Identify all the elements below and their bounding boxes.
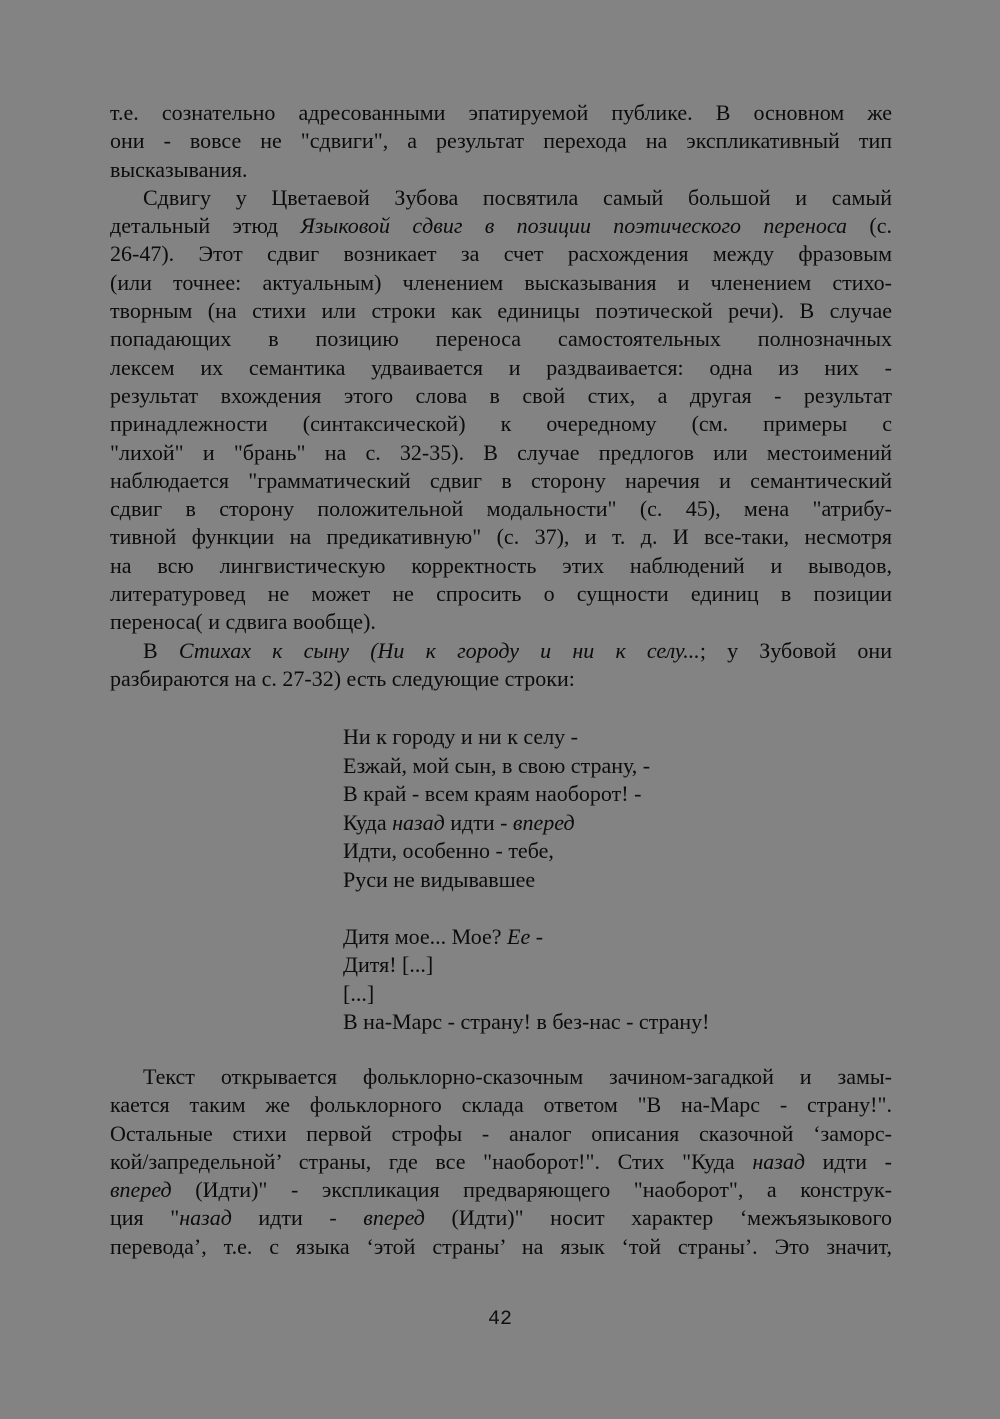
poem-line: Езжай, мой сын, в свою страну, -: [343, 752, 651, 778]
text-line: (или точнее: актуальным) членением высказывания и членением стихо-: [110, 269, 892, 295]
text-line: литературовед не может не спросить о сущности единиц в позиции: [110, 581, 892, 607]
page-body: [110, 99, 892, 693]
text-line: сдвиг в сторону положительной модальности" (с. 45), мена "атрибу-: [110, 496, 892, 522]
paragraph-3: [110, 637, 892, 694]
paragraph-2: [110, 184, 892, 637]
text-run: кой/запредельной’ страны, где все "наоборот!". Стих "Куда: [110, 1148, 753, 1174]
text-line: они - вовсе не "сдвиги", а результат перехода на экспликативный тип: [110, 128, 892, 154]
text-run: идти -: [804, 1148, 892, 1174]
text-run: (Идти)" носит характер ‘межъязыкового: [424, 1205, 892, 1231]
text-line: 26-47). Этот сдвиг возникает за счет расхождения между фразовым: [110, 241, 892, 267]
text-line: кается таким же фольклорного склада ответом "В на-Марс - страну!".: [110, 1092, 892, 1118]
italic-word: назад: [752, 1148, 805, 1174]
text-line: [110, 1176, 892, 1204]
text-line: Остальные стихи первой строфы - аналог описания сказочной ‘заморс-: [110, 1120, 892, 1146]
poem-line: В на-Марс - страну! в без-нас - страну!: [343, 1009, 710, 1034]
text-line: разбираются на с. 27-32) есть следующие строки:: [110, 665, 575, 691]
article-title-italic: Языковой сдвиг в позиции поэтического переноса: [300, 213, 848, 239]
poem-line: Идти, особенно - тебе,: [343, 838, 554, 863]
poem-quotation: [343, 723, 863, 1037]
text-line: [110, 212, 892, 240]
text-run: ; у Зубовой они: [699, 637, 892, 663]
text-line: высказывания.: [110, 156, 248, 182]
text-run: В: [143, 637, 179, 663]
page-number: 42: [487, 1308, 512, 1331]
text-line: тивной функции на предикативную" (с. 37), и т. д. И все-таки, несмотря: [110, 524, 892, 550]
stanza-gap: [343, 894, 863, 923]
text-run: идти -: [444, 809, 513, 835]
text-line: "лихой" и "брань" на с. 32-35). В случае предлогов или местоимений: [110, 439, 892, 465]
text-run: -: [530, 923, 544, 949]
paragraph-1: [110, 99, 892, 184]
text-run: ция ": [110, 1205, 180, 1231]
text-line: лексем их семантика удваивается и раздваивается: одна из них -: [110, 354, 892, 380]
text-line: попадающих в позицию переноса самостоятельных полнозначных: [110, 326, 892, 352]
italic-word: вперед: [512, 809, 575, 835]
italic-word: вперед: [363, 1205, 425, 1231]
text-run: Дитя мое... Мое?: [343, 923, 507, 949]
poem-line: Ни к городу и ни к селу -: [343, 724, 578, 749]
text-line: перевода’, т.е. с языка ‘этой страны’ на язык ‘той страны’. Это значит,: [110, 1233, 892, 1259]
poem-line: Дитя! [...]: [343, 952, 434, 977]
text-line: Сдвигу у Цветаевой Зубова посвятила самый большой и самый: [143, 184, 892, 210]
poem-title-italic: Стихах к сыну (Ни к городу и ни к селу...: [178, 637, 700, 663]
text-line: т.е. сознательно адресованными эпатируемой публике. В основном же: [110, 100, 892, 125]
text-line: на всю лингвистическую корректность этих наблюдений и выводов,: [110, 552, 892, 578]
text-line: переноса( и сдвига вообще).: [110, 609, 376, 635]
text-line: Текст открывается фольклорно-сказочным зачином-загадкой и замы-: [143, 1064, 892, 1089]
poem-line: Руси не видывавшее: [343, 866, 536, 892]
poem-stanza-1: [343, 723, 863, 894]
text-run: Куда: [343, 809, 393, 835]
text-line: результат вхождения этого слова в свой стих, а другая - результат: [110, 382, 892, 408]
text-line: [110, 1204, 892, 1232]
text-line: [110, 1148, 892, 1176]
italic-word: Ее: [507, 923, 531, 949]
text-line: наблюдается "грамматический сдвиг в сторону наречия и семантический: [110, 467, 892, 493]
italic-word: назад: [392, 809, 445, 835]
italic-word: вперед: [110, 1177, 172, 1203]
text-run: (с.: [847, 213, 892, 239]
poem-line: [343, 809, 863, 838]
text-line: [110, 637, 892, 665]
paragraph-4: [110, 1063, 892, 1261]
poem-line: В край - всем краям наоборот! -: [343, 781, 642, 806]
italic-word: назад: [179, 1205, 232, 1231]
poem-stanza-2: [343, 923, 863, 1037]
poem-line: [343, 923, 863, 952]
text-run: (Идти)" - экспликация предваряющего "наоборот", а конструк-: [171, 1177, 892, 1203]
text-run: детальный этюд: [110, 213, 301, 239]
text-line: принадлежности (синтаксической) к очередному (см. примеры с: [110, 411, 892, 437]
text-run: идти -: [231, 1205, 364, 1231]
text-line: творным (на стихи или строки как единицы поэтической речи). В случае: [110, 298, 892, 324]
poem-line: [...]: [343, 980, 375, 1006]
